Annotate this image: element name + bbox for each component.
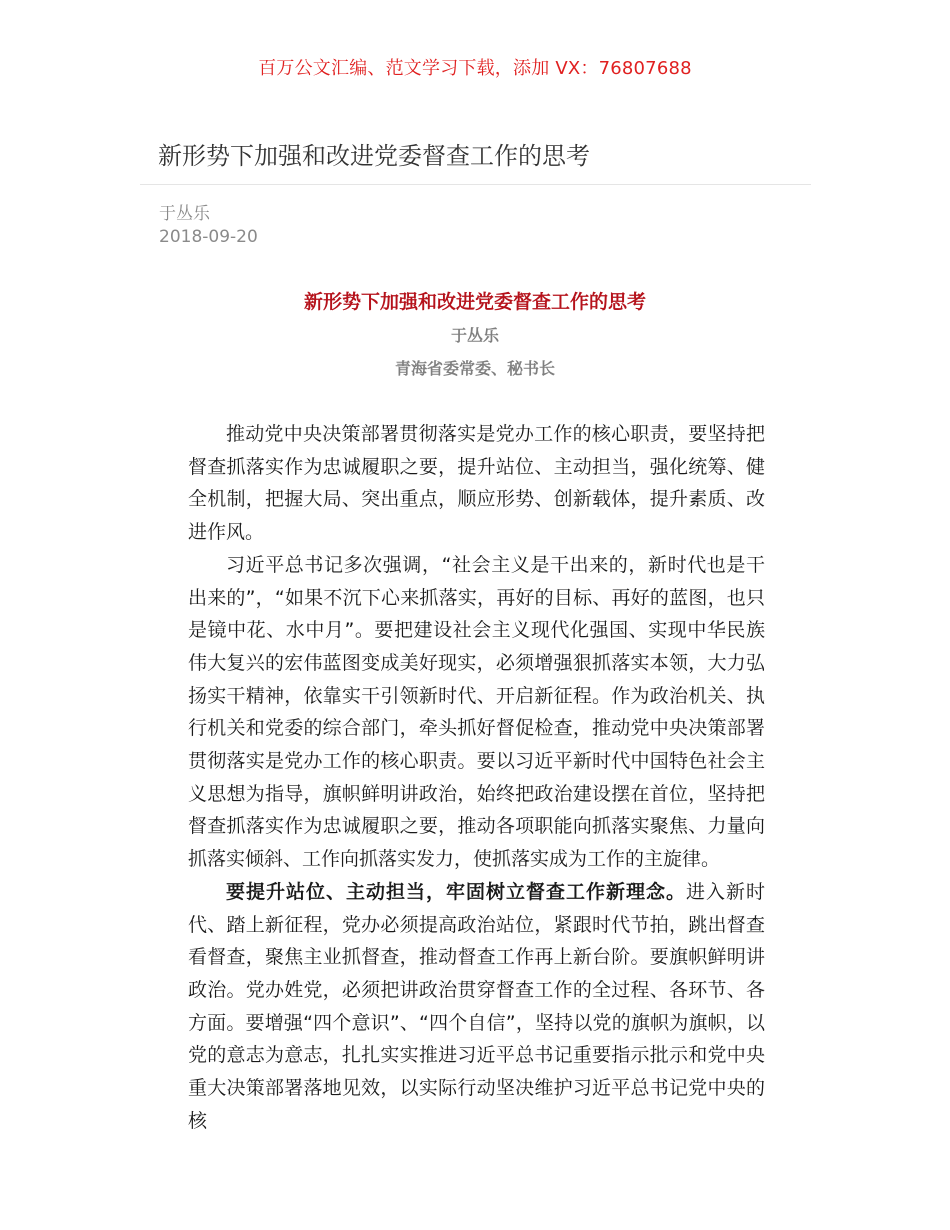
header-divider [140, 184, 811, 185]
paragraph-text: 推动党中央决策部署贯彻落实是党办工作的核心职责，要坚持把督查抓落实作为忠诚履职之要，提升站位、主动担当，强化统筹、健全机制，把握大局、突出重点，顺应形势、创新载体，提升素质、改进作风。 [188, 423, 765, 544]
paragraph-lead: 要提升站位、主动担当，牢固树立督查工作新理念。 [226, 880, 686, 903]
content-author-position: 青海省委常委、秘书长 [394, 359, 555, 378]
paragraph-text: 进入新时代、踏上新征程，党办必须提高政治站位，紧跟时代节拍，跳出督查看督查，聚焦主业抓督查，推动督查工作再上新台阶。要旗帜鲜明讲政治。党办姓党，必须把讲政治贯穿督查工作的全过程、各环节、各方面。要增强“四个意识”、“四个自信”，坚持以党的旗帜为旗帜，以党的意志为意志，扎扎实实推进习近平总书记重要指示批示和党中央重大决策部署落地见效，以实际行动坚决维护习近平总书记党中央的核 [188, 880, 765, 1132]
page-title: 新形势下加强和改进党委督查工作的思考 [158, 142, 590, 170]
content-author: 于丛乐 [450, 326, 499, 345]
article-author: 于丛乐 [159, 204, 210, 224]
paragraph-text: 习近平总书记多次强调，“社会主义是干出来的，新时代也是干出来的”，“如果不沉下心来抓落实，再好的目标、再好的蓝图，也只是镜中花、水中月”。要把建设社会主义现代化强国、实现中华民族伟大复兴的宏伟蓝图变成美好现实，必须增强狠抓落实本领，大力弘扬实干精神，依靠实干引领新时代、开启新征程。作为政治机关、执行机关和党委的综合部门，牵头抓好督促检查，推动党中央决策部署贯彻落实是党办工作的核心职责。要以习近平新时代中国特色社会主义思想为指导，旗帜鲜明讲政治，始终把政治建设摆在首位，坚持把督查抓落实作为忠诚履职之要，推动各项职能向抓落实聚焦、力量向抓落实倾斜、工作向抓落实发力，使抓落实成为工作的主旋律。 [188, 553, 765, 871]
paragraph [188, 549, 765, 876]
article-header [140, 136, 811, 176]
watermark-banner: 百万公文汇编、范文学习下载，添加 VX：76807688 [258, 58, 692, 79]
paragraph [188, 418, 765, 549]
paragraph [188, 876, 765, 1138]
content-title: 新形势下加强和改进党委督查工作的思考 [303, 291, 646, 313]
article-date: 2018-09-20 [159, 227, 258, 247]
article-meta [159, 203, 258, 249]
article-body [188, 418, 765, 1137]
